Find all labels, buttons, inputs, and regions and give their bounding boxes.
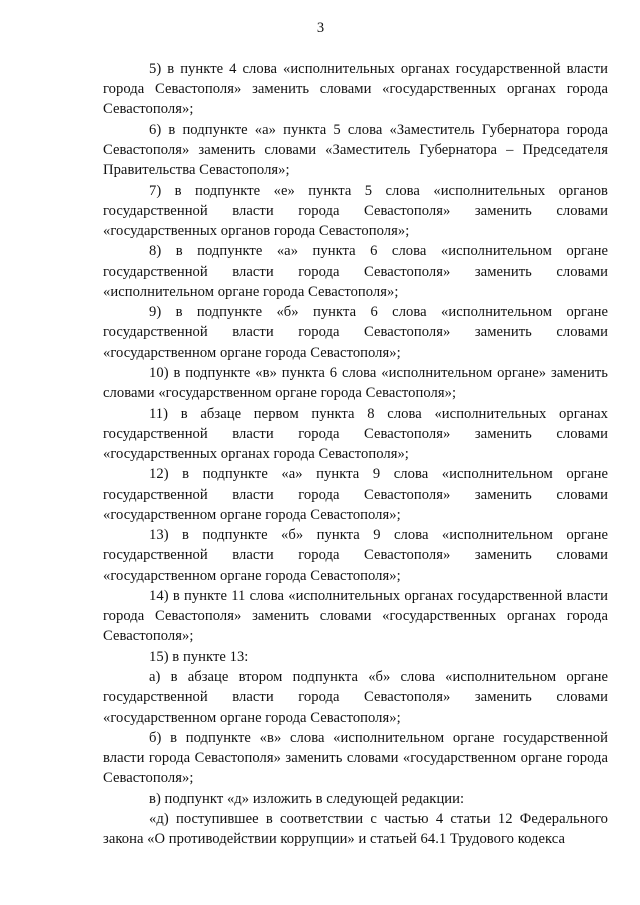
paragraph-15a: а) в абзаце втором подпункта «б» слова «исполнительном органе государственной власти города Севастополя» заменить словами «государственном органе города Севастополя»;	[103, 669, 608, 726]
paragraph-15v: в) подпункт «д» изложить в следующей редакции:	[149, 790, 465, 807]
paragraph-15: 15) в пункте 13:	[149, 648, 249, 665]
paragraph-11: 11) в абзаце первом пункта 8 слова «исполнительных органах государственной власти города Севастополя» заменить словами «государственных органах города Севастополя»;	[103, 405, 608, 462]
paragraph-14: 14) в пункте 11 слова «исполнительных органах государственной власти города Севастополя» заменить словами «государственных органах города Севастополя»;	[103, 587, 608, 645]
paragraph-7: 7) в подпункте «е» пункта 5 слова «исполнительных органов государственной власти города Севастополя» заменить словами «государственных органов города Севастополя»;	[103, 182, 608, 239]
paragraph-15d-text: «д) поступившее в соответствии с частью 4 статьи 12 Федерального закона «О противодействии коррупции» и статьей 64.1 Трудового кодекса	[103, 811, 608, 848]
paragraph-6: 6) в подпункте «а» пункта 5 слова «Заместитель Губернатора города Севастополя» заменить словами «Заместитель Губернатора – Председателя Правительства Севастополя»;	[103, 121, 608, 179]
paragraph-12: 12) в подпункте «а» пункта 9 слова «исполнительном органе государственной власти города Севастополя» заменить словами «государственном органе города Севастополя»;	[103, 466, 608, 523]
paragraph-10: 10) в подпункте «в» пункта 6 слова «исполнительном органе» заменить словами «государственном органе города Севастополя»;	[103, 364, 608, 402]
page-number: 3	[316, 20, 325, 36]
paragraph-8: 8) в подпункте «а» пункта 6 слова «исполнительном органе государственной власти города Севастополя» заменить словами «исполнительном органе города Севастополя»;	[103, 243, 608, 300]
paragraph-9: 9) в подпункте «б» пункта 6 слова «исполнительном органе государственной власти города Севастополя» заменить словами «государственном органе города Севастополя»;	[103, 304, 608, 361]
paragraph-5: 5) в пункте 4 слова «исполнительных органах государственной власти города Севастополя» заменить словами «государственных органах города Севастополя»;	[103, 61, 608, 118]
paragraph-13: 13) в подпункте «б» пункта 9 слова «исполнительном органе государственной власти города Севастополя» заменить словами «государственном органе города Севастополя»;	[103, 527, 608, 584]
paragraph-15b: б) в подпункте «в» слова «исполнительном органе государственной власти города Севастополя» заменить словами «государственном органе города Севастополя»;	[103, 729, 608, 787]
